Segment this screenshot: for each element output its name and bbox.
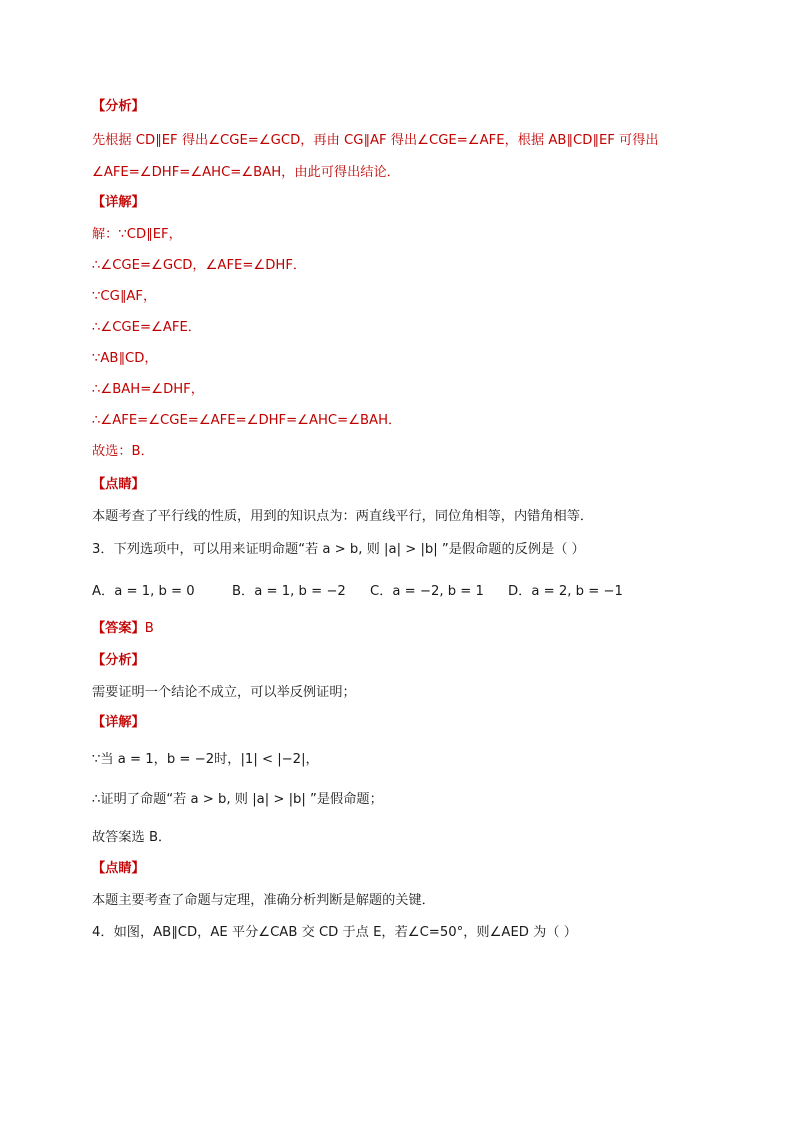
analysis-text: 需要证明一个结论不成立，可以举反例证明；	[92, 685, 356, 700]
comment-text: 本题考查了平行线的性质，用到的知识点为：两直线平行，同位角相等，内错角相等．	[92, 509, 594, 524]
detail-line: 解：∵CD∥EF，	[92, 227, 182, 242]
analysis-heading: 【分析】	[92, 99, 145, 114]
question-4-stem: 4．如图，AB∥CD，AE 平分∠CAB 交 CD 于点 E，若∠C=50°，则∠AED 为（ ）	[92, 925, 577, 940]
question-3-option-b: B．a = 1, b = −2	[232, 584, 346, 599]
detail-line: ∴∠AFE=∠CGE=∠AFE=∠DHF=∠AHC=∠BAH．	[92, 413, 402, 428]
detail-line: ∴∠CGE=∠GCD，∠AFE=∠DHF．	[92, 258, 307, 273]
comment-heading: 【点睛】	[92, 861, 145, 876]
detail-line: 故选：B．	[92, 444, 154, 459]
analysis-text-line: ∠AFE=∠DHF=∠AHC=∠BAH，由此可得出结论．	[92, 165, 400, 180]
detail-line: ∵CG∥AF，	[92, 289, 157, 304]
analysis-heading: 【分析】	[92, 653, 145, 668]
comment-text: 本题主要考查了命题与定理，准确分析判断是解题的关键．	[92, 893, 435, 908]
analysis-text-line: 先根据 CD∥EF 得出∠CGE=∠GCD，再由 CG∥AF 得出∠CGE=∠AFE，根据 AB∥CD∥EF 可得出	[92, 133, 659, 148]
detail-line: ∴∠CGE=∠AFE．	[92, 320, 201, 335]
answer-heading: 【答案】	[92, 621, 145, 636]
detail-line: ∴证明了命题“若 a > b, 则 |a| > |b| ”是假命题；	[92, 792, 383, 807]
detail-line: ∵AB∥CD，	[92, 351, 158, 366]
detail-line: 故答案选 B．	[92, 830, 172, 845]
answer-value: B	[144, 621, 154, 636]
question-3-option-d: D．a = 2, b = −1	[508, 584, 623, 599]
comment-heading: 【点睛】	[92, 477, 145, 492]
detail-line: ∴∠BAH=∠DHF，	[92, 382, 204, 397]
question-3-option-c: C．a = −2, b = 1	[370, 584, 484, 599]
detail-heading: 【详解】	[92, 195, 145, 210]
detail-line: ∵当 a = 1，b = −2时，|1| < |−2|，	[92, 752, 319, 767]
detail-heading: 【详解】	[92, 715, 145, 730]
question-3-option-a: A．a = 1, b = 0	[92, 584, 195, 599]
question-3-stem: 3．下列选项中，可以用来证明命题“若 a > b, 则 |a| > |b| ”是假命题的反例是（ ）	[92, 542, 585, 557]
